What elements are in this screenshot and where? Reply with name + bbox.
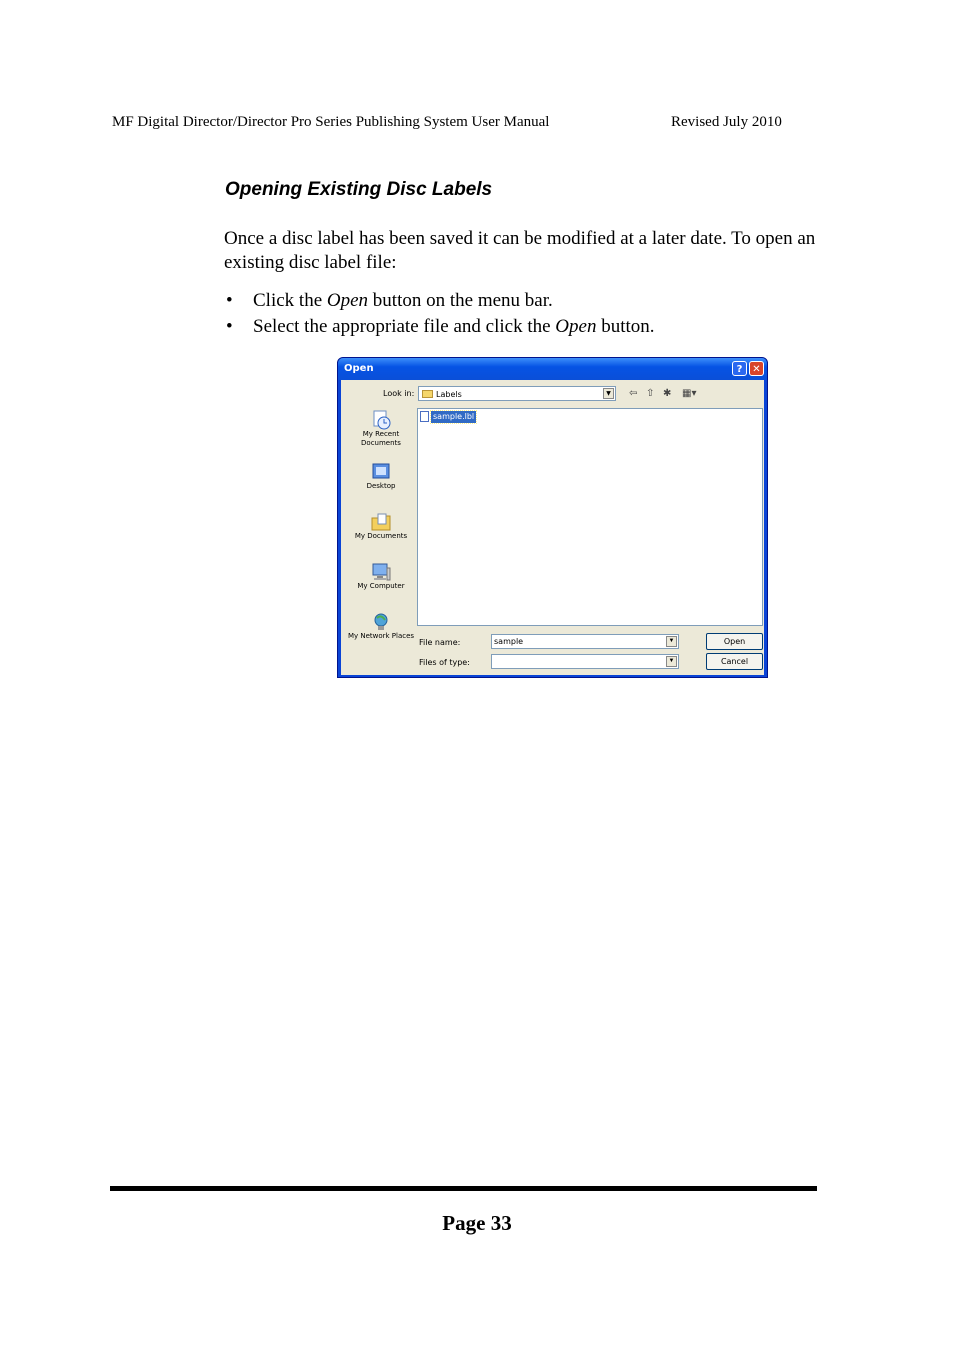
bullet-glyph: • [226, 290, 233, 311]
folder-icon [422, 390, 433, 398]
dialog-title: Open [344, 363, 374, 374]
bullet-emphasis: Open [326, 290, 369, 311]
bullet-text: button. [596, 316, 655, 337]
open-dialog [337, 357, 768, 678]
file-list[interactable] [417, 408, 763, 626]
place-my-computer[interactable] [346, 562, 416, 591]
places-bar [346, 408, 416, 670]
place-desktop[interactable] [346, 462, 416, 491]
place-my-documents[interactable] [346, 512, 416, 541]
chevron-down-icon[interactable]: ▼ [666, 656, 677, 667]
running-header-revision: Revised July 2010 [671, 114, 782, 130]
bullet-text: Select the appropriate file and click the [253, 316, 556, 337]
chevron-down-icon[interactable]: ▼ [666, 636, 677, 647]
new-folder-icon[interactable]: ✱ [663, 388, 672, 399]
file-type-label: Files of type: [419, 658, 470, 667]
place-label: My Documents [354, 532, 408, 540]
desktop-icon [370, 462, 392, 482]
bullet-emphasis: Open [555, 316, 597, 337]
close-button[interactable]: ✕ [749, 361, 764, 376]
place-network-places[interactable] [346, 612, 416, 641]
bullet-item [226, 290, 553, 312]
back-arrow-icon[interactable]: ⇦ [629, 388, 638, 399]
my-documents-icon [370, 512, 392, 532]
bullet-text: button on the menu bar. [368, 290, 553, 311]
network-places-icon [370, 612, 392, 632]
recent-documents-icon [370, 410, 392, 430]
intro-paragraph: Once a disc label has been saved it can be modified at a later date. To open an existing disc label file: [224, 228, 816, 273]
file-name-label: File name: [419, 638, 461, 647]
file-type-select[interactable] [491, 654, 679, 669]
file-name-input[interactable] [491, 634, 679, 649]
bullet-glyph: • [226, 316, 233, 337]
footer-rule [110, 1186, 817, 1191]
section-title: Opening Existing Disc Labels [225, 179, 493, 200]
up-folder-icon[interactable]: ⇧ [646, 388, 655, 399]
look-in-value: Labels [436, 390, 462, 399]
place-recent-documents[interactable] [346, 410, 416, 448]
help-button[interactable]: ? [732, 361, 747, 376]
dialog-body [341, 380, 764, 675]
cancel-button[interactable]: Cancel [706, 653, 763, 670]
dialog-titlebar [338, 358, 767, 380]
my-computer-icon [370, 562, 392, 582]
file-icon [420, 411, 429, 422]
views-menu-icon[interactable]: ▦▾ [682, 388, 697, 399]
file-name[interactable]: sample.lbl [433, 412, 475, 421]
look-in-dropdown[interactable] [418, 386, 616, 401]
page-number: Page 33 [442, 1211, 512, 1235]
bullet-item [226, 316, 655, 338]
file-name-value: sample [494, 637, 524, 646]
look-in-label: Look in: [383, 389, 415, 398]
place-label: My Recent Documents [361, 430, 401, 447]
open-button[interactable]: Open [706, 633, 763, 650]
place-label: My Network Places [347, 632, 415, 640]
chevron-down-icon[interactable]: ▼ [603, 388, 614, 399]
running-header-title: MF Digital Director/Director Pro Series Publishing System User Manual [112, 114, 550, 130]
place-label: Desktop [366, 482, 396, 490]
place-label: My Computer [357, 582, 405, 590]
bullet-text: Click the [253, 290, 327, 311]
